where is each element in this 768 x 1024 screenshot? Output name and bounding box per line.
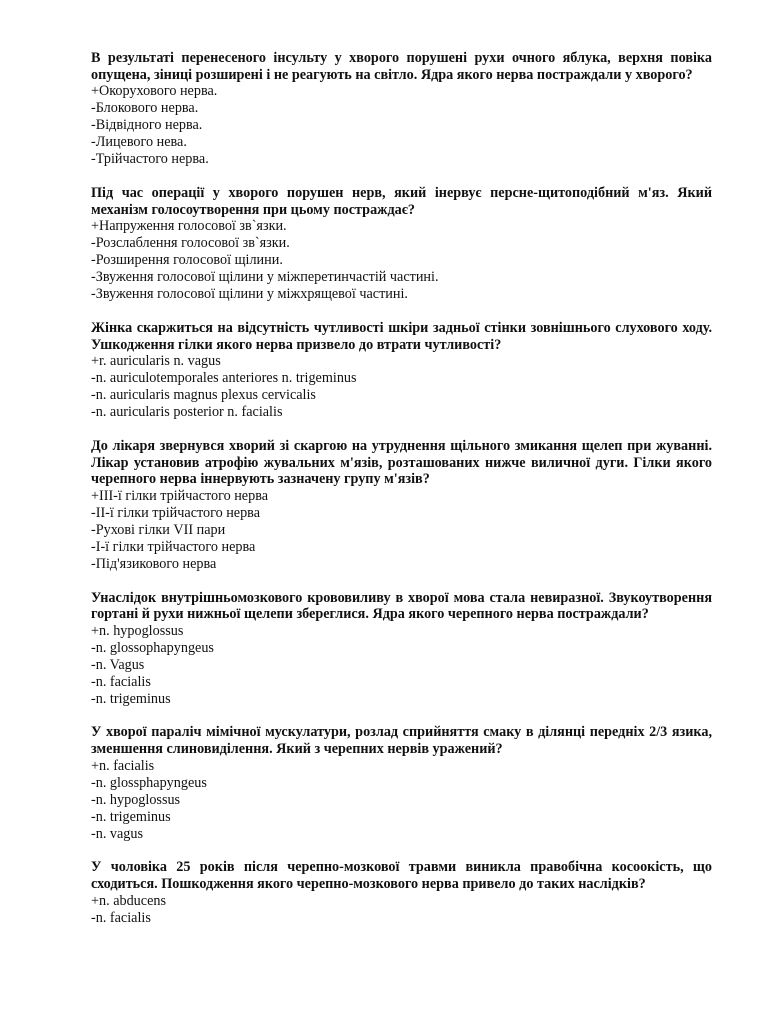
answer-option: -n. facialis: [91, 909, 151, 926]
answer-option: +r. auricularis n. vagus: [91, 353, 221, 370]
answer-option: -n. trigeminus: [91, 808, 171, 825]
question-1: [91, 50, 712, 168]
answer-options: [91, 218, 712, 303]
question-6: [91, 724, 712, 842]
question-text: Під час операції у хворого порушен нерв, який інервує персне-щитоподібний м'яз. Який механізм голосоутворення при цьому постраждає?: [91, 184, 712, 218]
answer-option: -n. auricularis posterior n. facialis: [91, 404, 283, 420]
answer-option: -n. auriculotemporales anteriores n. trigeminus: [91, 370, 357, 387]
answer-option: -Розширення голосової щілини.: [91, 252, 283, 269]
answer-options: [91, 83, 712, 168]
answer-option: -n. vagus: [91, 825, 144, 842]
answer-option: -n. glossophapyngeus: [91, 639, 214, 656]
question-5: [91, 590, 712, 708]
answer-option: -II-ї гілки трійчастого нерва: [91, 504, 260, 521]
question-text: Жінка скаржиться на відсутність чутливості шкіри задньої стінки зовнішнього слухового ходу. Ушкодження гілки якого нерва призвело до втрати чутливості?: [91, 319, 712, 353]
question-3: [91, 320, 712, 421]
answer-option: +n. abducens: [91, 892, 166, 909]
question-text: У чоловіка 25 років після черепно-мозкової травми виникла правобічна косоокість, що сходиться. Пошкодження якого черепно-мозкового нерва привело до таких наслідків?: [91, 859, 712, 893]
answer-option: +Напруження голосової зв`язки.: [91, 218, 287, 235]
answer-option: -I-ї гілки трійчастого нерва: [91, 538, 256, 555]
answer-option: -Розслаблення голосової зв`язки.: [91, 235, 290, 252]
answer-options: [91, 623, 712, 708]
question-7: [91, 859, 712, 926]
question-text: В результаті перенесеного інсульту у хворого порушені рухи очного яблука, верхня повіка опущена, зіниці розширені і не реагують на світло. Ядра якого нерва постраждали у хворого?: [91, 50, 712, 83]
answer-options: [91, 353, 712, 421]
answer-option: -n. facialis: [91, 673, 151, 690]
question-4: [91, 438, 712, 573]
answer-options: [91, 488, 712, 573]
answer-option: -Блокового нерва.: [91, 100, 199, 117]
answer-option: -n. trigeminus: [91, 690, 171, 707]
answer-options: [91, 893, 712, 927]
answer-option: +n. facialis: [91, 757, 155, 774]
answer-option: -Відвідного нерва.: [91, 117, 203, 134]
answer-options: [91, 758, 712, 843]
answer-option: -Звуження голосової щілини у міжхрящевої частині.: [91, 285, 408, 302]
question-text: До лікаря звернувся хворий зі скаргою на утруднення щільного змикання щелеп при жуванні. Лікар установив атрофію жувальних м'язів, розташованих нижче виличної дуги. Гілки якого черепного нерва іннервують зазначену групу м'язів?: [91, 437, 712, 488]
answer-option: +n. hypoglossus: [91, 622, 184, 639]
answer-option: -n. glossphapyngeus: [91, 774, 207, 791]
answer-option: -n. hypoglossus: [91, 791, 181, 808]
answer-option: -Рухові гілки VII пари: [91, 521, 226, 538]
answer-option: -Під'язикового нерва: [91, 555, 217, 572]
document-page: [91, 50, 712, 944]
answer-option: +Окорухового нерва.: [91, 83, 218, 100]
answer-option: -Звуження голосової щілини у міжперетинчастій частині.: [91, 269, 439, 286]
answer-option: +III-ї гілки трійчастого нерва: [91, 488, 268, 505]
answer-option: -n. auricularis magnus plexus cervicalis: [91, 387, 316, 404]
question-2: [91, 185, 712, 303]
question-text: У хворої параліч мімічної мускулатури, розлад сприйняття смаку в ділянці передніх 2/3 язика, зменшення слиновиділення. Який з черепних нервів уражений?: [91, 724, 712, 758]
answer-option: -Лицевого нева.: [91, 134, 187, 151]
question-text: Унаслідок внутрішньомозкового крововиливу в хворої мова стала невиразної. Звукоутворення гортані й рухи нижньої щелепи збереглися. Ядра якого черепного нерва постраждали?: [91, 589, 712, 623]
answer-option: -n. Vagus: [91, 656, 145, 673]
answer-option: -Трійчастого нерва.: [91, 151, 209, 168]
